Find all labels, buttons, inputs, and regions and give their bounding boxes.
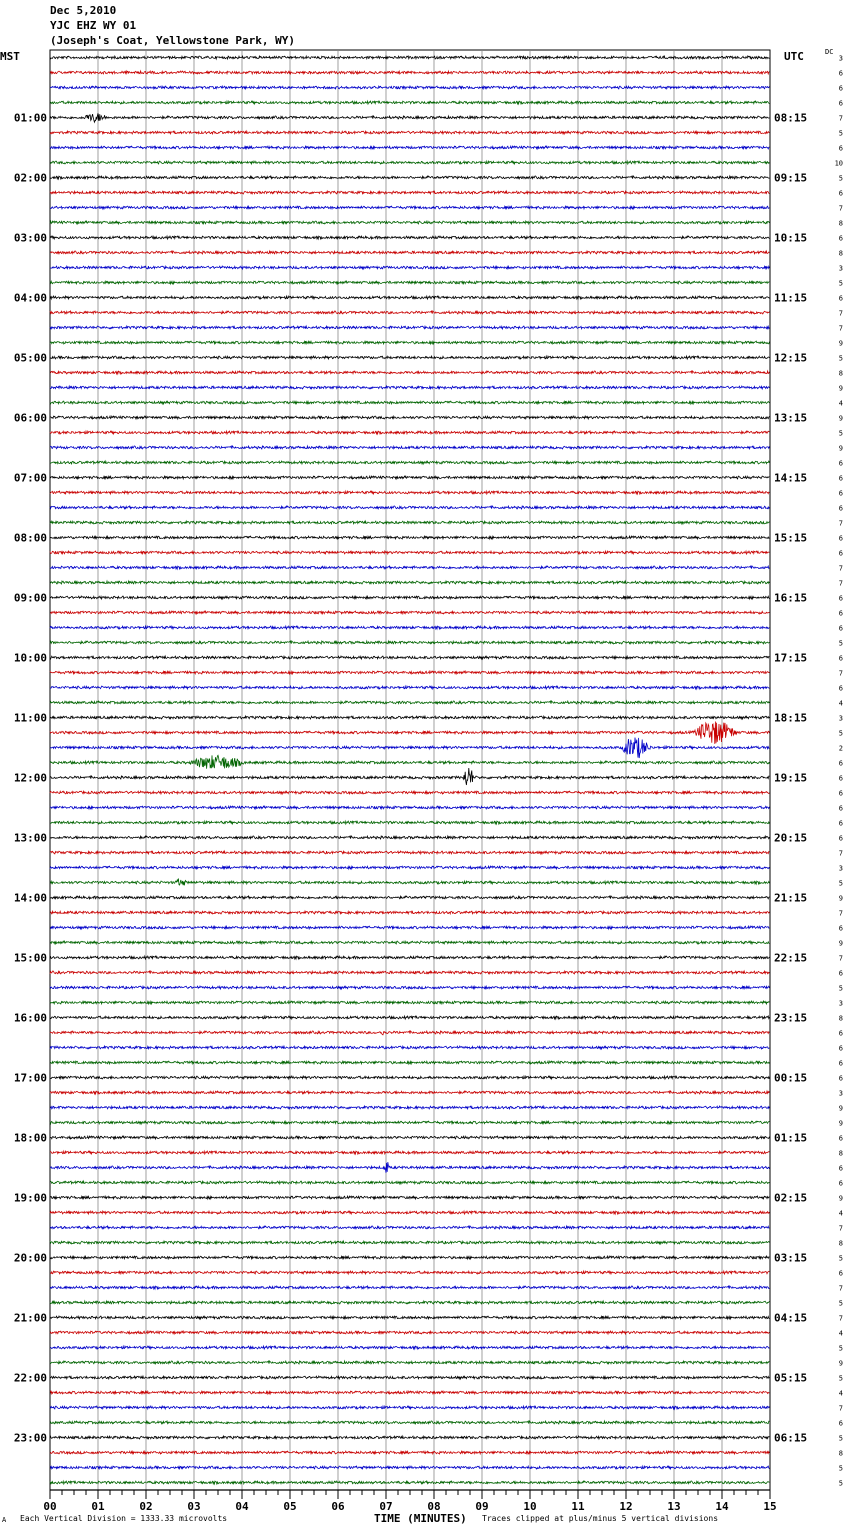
left-hour-label: 05:00 <box>13 351 47 365</box>
dc-offset-value: 6 <box>838 654 843 663</box>
dc-offset-value: 7 <box>838 564 843 573</box>
trace-line <box>50 161 769 164</box>
dc-offset-value: 6 <box>838 789 843 798</box>
dc-offset-value: 6 <box>838 474 843 483</box>
dc-offset-value: 7 <box>838 204 843 213</box>
dc-offset-value: 9 <box>838 444 843 453</box>
dc-offset-value: 5 <box>838 1299 843 1308</box>
trace-line <box>50 56 769 59</box>
dc-offset-value: 4 <box>838 699 843 708</box>
left-hour-label: 12:00 <box>13 771 47 785</box>
x-tick-label: 12 <box>619 1500 633 1513</box>
right-hour-label: 16:15 <box>774 591 808 605</box>
trace-line <box>50 461 769 464</box>
dc-offset-value: 5 <box>838 984 843 993</box>
x-tick-label: 13 <box>667 1500 681 1513</box>
trace-line <box>50 755 769 768</box>
dc-offset-value: 9 <box>838 414 843 423</box>
dc-offset-value: 5 <box>838 429 843 438</box>
trace-line <box>50 1436 769 1439</box>
left-hour-label: 21:00 <box>13 1311 47 1325</box>
left-hour-label: 22:00 <box>13 1371 47 1385</box>
trace-line <box>50 1211 769 1214</box>
trace-line <box>50 1271 769 1274</box>
trace-line <box>50 566 769 569</box>
trace-line <box>50 1481 769 1484</box>
trace-line <box>50 1226 769 1229</box>
footer-mark: A <box>2 1516 7 1524</box>
x-tick-label: 02 <box>139 1500 153 1513</box>
x-tick-label: 15 <box>763 1500 777 1513</box>
left-timezone-label: MST <box>0 50 20 63</box>
dc-offset-value: 6 <box>838 144 843 153</box>
dc-offset-value: 2 <box>838 744 843 753</box>
left-hour-label: 13:00 <box>13 831 47 845</box>
trace-line <box>50 341 769 344</box>
trace-line <box>50 236 769 239</box>
trace-line <box>50 1061 769 1064</box>
dc-offset-value: 5 <box>838 1344 843 1353</box>
right-hour-label: 13:15 <box>774 411 808 425</box>
trace-line <box>50 551 769 554</box>
right-hour-label: 04:15 <box>774 1311 808 1325</box>
dc-offset-value: 8 <box>838 1149 843 1158</box>
dc-offset-value: 6 <box>838 84 843 93</box>
trace-line <box>50 956 769 959</box>
trace-line <box>50 671 769 674</box>
dc-offset-value: 9 <box>838 384 843 393</box>
trace-line <box>50 738 769 759</box>
right-hour-label: 09:15 <box>774 171 808 185</box>
dc-offset-value: 9 <box>838 939 843 948</box>
trace-line <box>50 716 769 719</box>
dc-offset-value: 7 <box>838 954 843 963</box>
trace-line <box>50 491 769 494</box>
trace-line <box>50 656 769 659</box>
trace-line <box>50 101 769 104</box>
right-hour-label: 22:15 <box>774 951 808 965</box>
dc-offset-value: 8 <box>838 369 843 378</box>
dc-offset-value: 6 <box>838 189 843 198</box>
trace-line <box>50 1421 769 1424</box>
left-hour-label: 20:00 <box>13 1251 47 1265</box>
left-hour-label: 07:00 <box>13 471 47 485</box>
right-hour-label: 00:15 <box>774 1071 808 1085</box>
dc-offset-value: 3 <box>838 864 843 873</box>
dc-offset-header: DC <box>825 48 834 56</box>
trace-line <box>50 768 769 785</box>
trace-line <box>50 1076 769 1079</box>
left-hour-label: 01:00 <box>13 111 47 125</box>
trace-line <box>50 626 769 629</box>
left-hour-label: 16:00 <box>13 1011 47 1025</box>
trace-line <box>50 371 769 374</box>
right-hour-label: 19:15 <box>774 771 808 785</box>
station-location: (Joseph's Coat, Yellowstone Park, WY) <box>50 34 296 47</box>
trace-line <box>50 1106 769 1109</box>
dc-offset-value: 4 <box>838 1389 843 1398</box>
trace-line <box>50 1091 769 1094</box>
dc-offset-value: 6 <box>838 69 843 78</box>
trace-line <box>50 296 769 299</box>
dc-offset-value: 6 <box>838 609 843 618</box>
x-tick-label: 06 <box>331 1500 345 1513</box>
right-hour-label: 03:15 <box>774 1251 808 1265</box>
trace-line <box>50 791 769 794</box>
left-hour-label: 08:00 <box>13 531 47 545</box>
right-hour-label: 18:15 <box>774 711 808 725</box>
dc-offset-value: 6 <box>838 99 843 108</box>
dc-offset-value: 9 <box>838 1194 843 1203</box>
dc-offset-value: 6 <box>838 1059 843 1068</box>
trace-line <box>50 521 769 524</box>
dc-offset-value: 6 <box>838 624 843 633</box>
trace-line <box>50 596 769 599</box>
trace-line <box>50 176 769 179</box>
x-tick-label: 09 <box>475 1500 489 1513</box>
dc-offset-value: 7 <box>838 1404 843 1413</box>
dc-offset-value: 5 <box>838 129 843 138</box>
trace-line <box>50 879 769 886</box>
left-hour-label: 10:00 <box>13 651 47 665</box>
dc-offset-value: 5 <box>838 354 843 363</box>
dc-offset-value: 9 <box>838 1119 843 1128</box>
trace-line <box>50 536 769 539</box>
trace-line <box>50 191 769 194</box>
right-hour-label: 11:15 <box>774 291 808 305</box>
right-hour-label: 06:15 <box>774 1431 808 1445</box>
right-hour-label: 23:15 <box>774 1011 808 1025</box>
dc-offset-value: 7 <box>838 1314 843 1323</box>
trace-line <box>50 146 769 149</box>
dc-offset-value: 6 <box>838 1419 843 1428</box>
trace-line <box>50 1316 769 1319</box>
right-hour-label: 01:15 <box>774 1131 808 1145</box>
trace-line <box>50 941 769 944</box>
x-tick-label: 07 <box>379 1500 393 1513</box>
right-hour-label: 17:15 <box>774 651 808 665</box>
trace-line <box>50 701 769 704</box>
trace-line <box>50 851 769 854</box>
left-hour-label: 06:00 <box>13 411 47 425</box>
dc-offset-value: 6 <box>838 234 843 243</box>
clip-note: Traces clipped at plus/minus 5 vertical divisions <box>482 1514 719 1523</box>
dc-offset-value: 6 <box>838 1179 843 1188</box>
left-hour-label: 04:00 <box>13 291 47 305</box>
dc-offset-value: 10 <box>834 159 843 168</box>
trace-line <box>50 71 769 74</box>
dc-offset-value: 3 <box>838 714 843 723</box>
trace-line <box>50 113 769 122</box>
trace-line <box>50 446 769 449</box>
dc-offset-value: 7 <box>838 669 843 678</box>
dc-offset-value: 6 <box>838 774 843 783</box>
dc-offset-value: 3 <box>838 999 843 1008</box>
trace-line <box>50 1256 769 1259</box>
trace-line <box>50 221 769 224</box>
x-tick-label: 05 <box>283 1500 297 1513</box>
trace-line <box>50 1376 769 1379</box>
trace-line <box>50 986 769 989</box>
dc-offset-value: 4 <box>838 399 843 408</box>
trace-line <box>50 1181 769 1184</box>
dc-offset-value: 6 <box>838 1134 843 1143</box>
dc-offset-value: 7 <box>838 1224 843 1233</box>
trace-line <box>50 1406 769 1409</box>
trace-line <box>50 722 769 744</box>
dc-offset-value: 6 <box>838 819 843 828</box>
trace-line <box>50 86 769 89</box>
trace-line <box>50 1241 769 1244</box>
x-tick-label: 10 <box>523 1500 537 1513</box>
left-hour-label: 18:00 <box>13 1131 47 1145</box>
dc-offset-value: 6 <box>838 549 843 558</box>
dc-offset-value: 5 <box>838 1479 843 1488</box>
dc-offset-value: 7 <box>838 114 843 123</box>
dc-offset-value: 6 <box>838 594 843 603</box>
right-hour-label: 05:15 <box>774 1371 808 1385</box>
dc-offset-value: 8 <box>838 219 843 228</box>
trace-line <box>50 401 769 404</box>
trace-line <box>50 251 769 254</box>
dc-offset-value: 8 <box>838 249 843 258</box>
trace-line <box>50 686 769 689</box>
dc-offset-value: 5 <box>838 1464 843 1473</box>
dc-offset-value: 5 <box>838 174 843 183</box>
trace-line <box>50 1391 769 1394</box>
dc-offset-value: 5 <box>838 1374 843 1383</box>
dc-offset-value: 3 <box>838 1089 843 1098</box>
trace-line <box>50 1361 769 1364</box>
dc-offset-value: 7 <box>838 579 843 588</box>
dc-offset-value: 5 <box>838 1434 843 1443</box>
dc-offset-value: 8 <box>838 1449 843 1458</box>
dc-offset-value: 6 <box>838 459 843 468</box>
trace-line <box>50 1301 769 1304</box>
left-hour-label: 19:00 <box>13 1191 47 1205</box>
left-hour-label: 23:00 <box>13 1431 47 1445</box>
dc-offset-value: 6 <box>838 1074 843 1083</box>
dc-offset-value: 6 <box>838 1044 843 1053</box>
right-hour-label: 08:15 <box>774 111 808 125</box>
dc-offset-value: 5 <box>838 729 843 738</box>
trace-line <box>50 311 769 314</box>
trace-line <box>50 1121 769 1124</box>
dc-offset-value: 5 <box>838 879 843 888</box>
dc-offset-value: 6 <box>838 489 843 498</box>
x-tick-label: 11 <box>571 1500 585 1513</box>
trace-line <box>50 1136 769 1139</box>
trace-line <box>50 476 769 479</box>
dc-offset-value: 6 <box>838 924 843 933</box>
right-hour-label: 15:15 <box>774 531 808 545</box>
dc-offset-value: 8 <box>838 1239 843 1248</box>
left-hour-label: 02:00 <box>13 171 47 185</box>
dc-offset-value: 6 <box>838 1029 843 1038</box>
trace-line <box>50 1046 769 1049</box>
trace-line <box>50 911 769 914</box>
right-hour-label: 12:15 <box>774 351 808 365</box>
x-tick-label: 03 <box>187 1500 201 1513</box>
dc-offset-value: 6 <box>838 969 843 978</box>
left-hour-label: 09:00 <box>13 591 47 605</box>
left-hour-label: 17:00 <box>13 1071 47 1085</box>
scale-note: Each Vertical Division = 1333.33 microvolts <box>20 1514 228 1523</box>
dc-offset-value: 6 <box>838 1269 843 1278</box>
trace-line <box>50 806 769 809</box>
dc-offset-value: 7 <box>838 909 843 918</box>
x-tick-label: 00 <box>43 1500 57 1513</box>
trace-line <box>50 386 769 389</box>
dc-offset-value: 6 <box>838 804 843 813</box>
dc-offset-value: 9 <box>838 1359 843 1368</box>
dc-offset-value: 7 <box>838 309 843 318</box>
trace-line <box>50 836 769 839</box>
dc-offset-value: 4 <box>838 1209 843 1218</box>
dc-offset-value: 9 <box>838 1104 843 1113</box>
trace-line <box>50 431 769 434</box>
trace-line <box>50 1162 769 1173</box>
dc-offset-value: 9 <box>838 894 843 903</box>
trace-line <box>50 641 769 644</box>
trace-line <box>50 866 769 869</box>
trace-line <box>50 581 769 584</box>
trace-line <box>50 1331 769 1334</box>
trace-line <box>50 896 769 899</box>
trace-line <box>50 971 769 974</box>
trace-line <box>50 1346 769 1349</box>
trace-line <box>50 326 769 329</box>
dc-offset-value: 7 <box>838 324 843 333</box>
right-timezone-label: UTC <box>784 50 804 63</box>
left-hour-label: 15:00 <box>13 951 47 965</box>
left-hour-label: 11:00 <box>13 711 47 725</box>
dc-offset-value: 6 <box>838 834 843 843</box>
trace-line <box>50 1016 769 1019</box>
trace-line <box>50 1151 769 1154</box>
x-axis-label: TIME (MINUTES) <box>374 1512 467 1525</box>
x-tick-label: 14 <box>715 1500 729 1513</box>
left-hour-label: 14:00 <box>13 891 47 905</box>
trace-line <box>50 281 769 284</box>
trace-line <box>50 1031 769 1035</box>
dc-offset-value: 7 <box>838 519 843 528</box>
trace-line <box>50 821 769 824</box>
chart-date: Dec 5,2010 <box>50 4 117 17</box>
x-tick-label: 08 <box>427 1500 441 1513</box>
trace-line <box>50 266 769 269</box>
trace-line <box>50 926 769 929</box>
trace-line <box>50 206 769 209</box>
right-hour-label: 14:15 <box>774 471 808 485</box>
trace-line <box>50 1196 769 1199</box>
dc-offset-value: 7 <box>838 1284 843 1293</box>
dc-offset-value: 6 <box>838 1164 843 1173</box>
station-code: YJC EHZ WY 01 <box>50 19 137 32</box>
dc-offset-value: 6 <box>838 294 843 303</box>
trace-line <box>50 131 769 134</box>
dc-offset-value: 6 <box>838 684 843 693</box>
right-hour-label: 20:15 <box>774 831 808 845</box>
trace-line <box>50 416 769 419</box>
trace-line <box>50 611 769 614</box>
dc-offset-value: 6 <box>838 504 843 513</box>
right-hour-label: 21:15 <box>774 891 808 905</box>
dc-offset-value: 7 <box>838 849 843 858</box>
dc-offset-value: 6 <box>838 534 843 543</box>
right-hour-label: 02:15 <box>774 1191 808 1205</box>
dc-offset-value: 5 <box>838 639 843 648</box>
x-tick-label: 04 <box>235 1500 249 1513</box>
x-tick-label: 01 <box>91 1500 105 1513</box>
right-hour-label: 10:15 <box>774 231 808 245</box>
trace-line <box>50 356 769 359</box>
dc-offset-value: 6 <box>838 759 843 768</box>
dc-offset-value: 5 <box>838 1254 843 1263</box>
left-hour-label: 03:00 <box>13 231 47 245</box>
dc-offset-value: 4 <box>838 1329 843 1338</box>
dc-offset-value: 5 <box>838 279 843 288</box>
trace-line <box>50 1451 769 1454</box>
trace-line <box>50 1001 769 1004</box>
trace-line <box>50 506 769 509</box>
trace-line <box>50 1466 769 1469</box>
dc-offset-value: 3 <box>838 54 843 63</box>
dc-offset-value: 9 <box>838 339 843 348</box>
dc-offset-value: 3 <box>838 264 843 273</box>
trace-line <box>50 1286 769 1289</box>
dc-offset-value: 8 <box>838 1014 843 1023</box>
